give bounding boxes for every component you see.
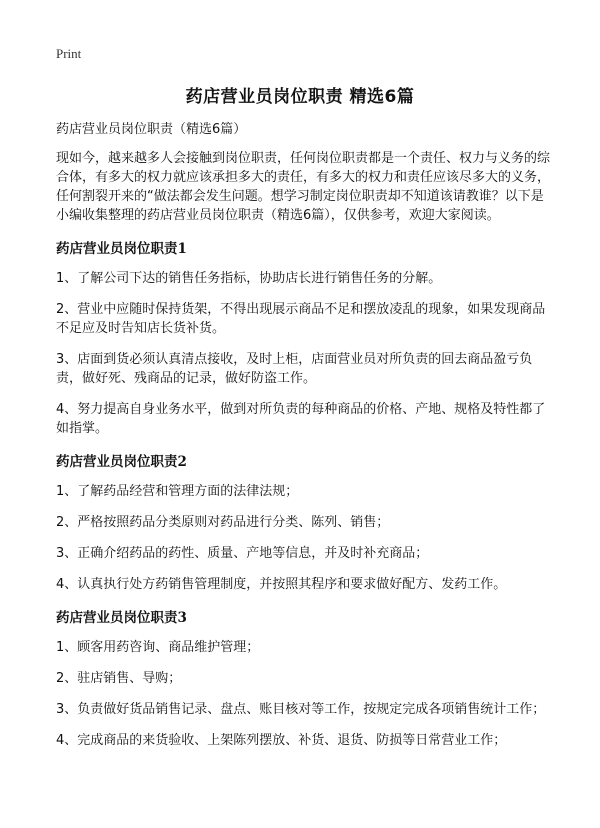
list-item: 4、完成商品的来货验收、上架陈列摆放、补货、退货、防损等日常营业工作； [56, 733, 507, 748]
intro-paragraph: 现如今，越来越多人会接触到岗位职责，任何岗位职责都是一个责任、权力与义务的综合体，有多大的权力就应该承担多大的责任，有多大的权力和责任应该尽多大的义务，任何割裂开来的“做法都会发生问题。想学习制定岗位职责却不知道该请教谁？以下是小编收集整理的药店营业员岗位职责（精选6篇），仅供参考，欢迎大家阅读。 [56, 151, 551, 223]
section-1 [56, 237, 552, 438]
section-heading: 药店营业员岗位职责2 [56, 454, 187, 470]
section-2 [56, 450, 552, 594]
page-title: 药店营业员岗位职责 精选6篇 [185, 87, 415, 107]
list-item: 3、店面到货必须认真清点接收，及时上柜，店面营业员对所负责的回去商品盈亏负责，做好死、残商品的记录，做好防盗工作。 [56, 352, 533, 386]
section-heading: 药店营业员岗位职责3 [56, 610, 187, 626]
document-body [56, 120, 552, 762]
document-subtitle: 药店营业员岗位职责（精选6篇） [56, 122, 247, 137]
list-item: 2、营业中应随时保持货架，不得出现展示商品不足和摆放凌乱的现象，如果发现商品不足应及时告知店长货补货。 [56, 302, 546, 336]
list-item: 2、严格按照药品分类原则对药品进行分类、陈列、销售； [56, 515, 390, 530]
list-item: 1、顾客用药咨询、商品维护管理； [56, 640, 260, 655]
section-3 [56, 606, 552, 750]
list-item: 4、努力提高自身业务水平，做到对所负责的每种商品的价格、产地、规格及特性都了如指掌。 [56, 402, 546, 436]
list-item: 3、负责做好货品销售记录、盘点、账目核对等工作，按规定完成各项销售统计工作； [56, 702, 546, 717]
list-item: 2、驻店销售、导购； [56, 671, 182, 686]
print-label: Print [56, 46, 82, 61]
list-item: 1、了解公司下达的销售任务指标，协助店长进行销售任务的分解。 [56, 271, 442, 286]
list-item: 3、正确介绍药品的药性、质量、产地等信息，并及时补充商品； [56, 546, 429, 561]
section-heading: 药店营业员岗位职责1 [56, 241, 187, 257]
list-item: 1、了解药品经营和管理方面的法律法规； [56, 484, 299, 499]
list-item: 4、认真执行处方药销售管理制度，并按照其程序和要求做好配方、发药工作。 [56, 577, 507, 592]
